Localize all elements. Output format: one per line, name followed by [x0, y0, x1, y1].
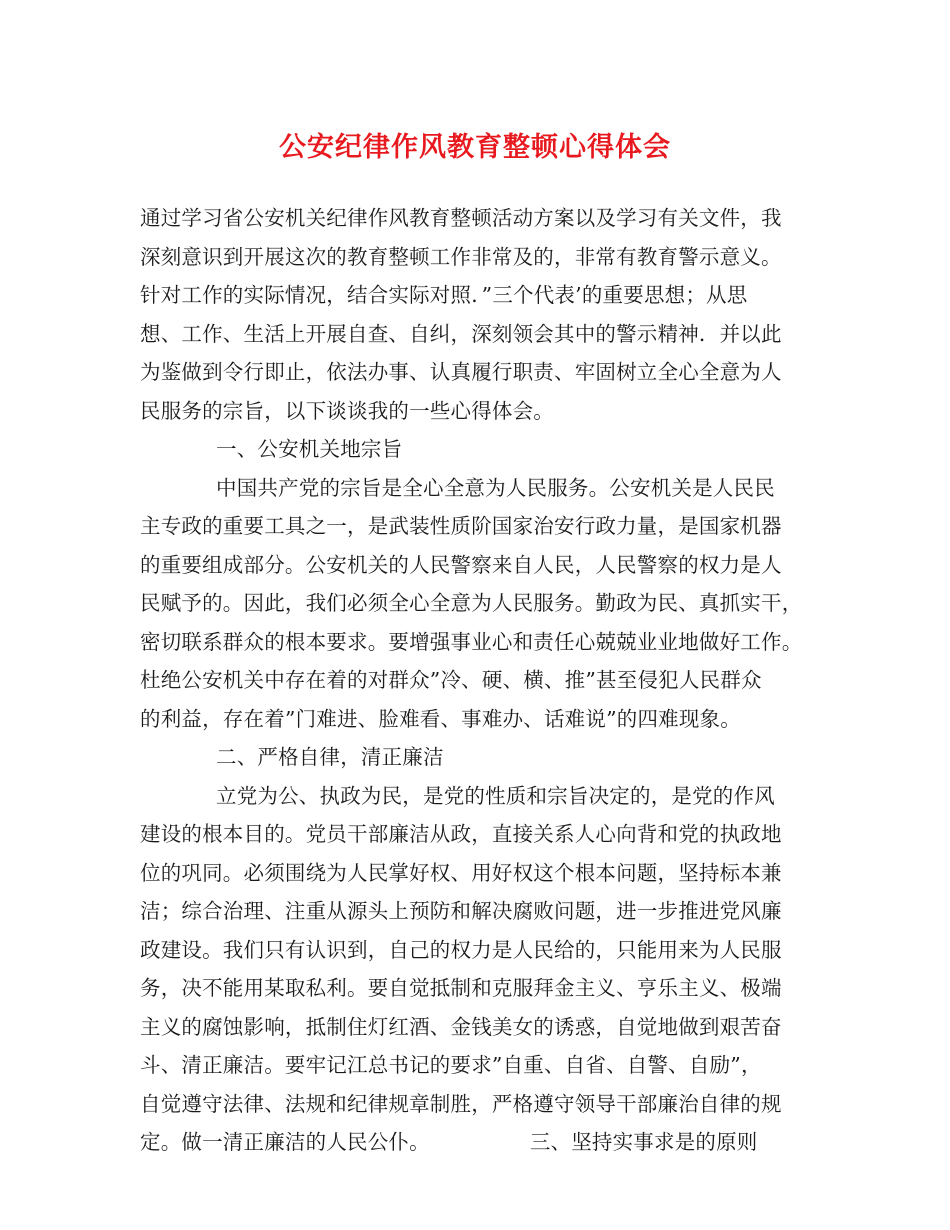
- paragraph-line: 民服务的宗旨，以下谈谈我的一些心得体会。: [140, 398, 554, 423]
- paragraph-line: 深刻意识到开展这次的教育整顿工作非常及的，非常有教育警示意义。: [140, 244, 782, 269]
- section-heading: 二、严格自律，清正廉洁: [216, 745, 444, 769]
- paragraph-line: 政建设。我们只有认识到，自己的权力是人民给的，只能用来为人民服: [140, 937, 782, 962]
- paragraph-line: 密切联系群众的根本要求。要增强事业心和责任心兢兢业业地做好工作。: [140, 629, 803, 654]
- paragraph-line: 中国共产党的宗旨是全心全意为人民服务。公安机关是人民民: [216, 475, 775, 500]
- document-body: [140, 199, 815, 1162]
- section-heading: 三、坚持实事求是的原则: [529, 1130, 758, 1154]
- paragraph-line: 民赋予的。因此，我们必须全心全意为人民服务。勤政为民、真抓实干，: [140, 591, 803, 615]
- paragraph-line: 想、工作、生活上开展自查、自纠，深刻领会其中的警示精神．并以此: [140, 321, 782, 346]
- paragraph-line: 针对工作的实际情况，结合实际对照．”三个代表’的重要思想；从思: [140, 283, 748, 307]
- paragraph-line: 为鉴做到令行即止，依法办事、认真履行职责、牢固树立全心全意为人: [140, 360, 782, 384]
- paragraph-line: 位的巩同。必须围绕为人民掌好权、用好权这个根本问题，坚持标本兼: [140, 860, 782, 885]
- paragraph-line: 自觉遵守法律、法规和纪律规章制胜，严格遵守领导干部廉治自律的规: [140, 1091, 782, 1116]
- paragraph-line: 务，决不能用某取私利。要自觉抵制和克服拜金主义、亨乐主义、极端: [140, 976, 782, 1000]
- paragraph-line-text: 定。做一清正廉洁的人民公仆。: [140, 1130, 430, 1154]
- paragraph-line: 主专政的重要工具之一，是武装性质阶国家治安行政力量，是国家机器: [140, 514, 782, 538]
- paragraph-line: 的重要组成部分。公安机关的人民警察来自人民，人民警察的权力是人: [140, 552, 782, 577]
- paragraph-line: 斗、清正廉洁。要牢记江总书记的要求”自重、自省、自警、自励”，: [140, 1053, 762, 1077]
- paragraph-line: 的利益，存在着”门难进、脸难看、事难办、话难说”的四难现象。: [140, 706, 741, 731]
- paragraph-line: 洁；综合治理、注重从源头上预防和解决腐败问题，进一步推进党风廉: [140, 899, 782, 923]
- section-heading: 一、公安机关地宗旨: [216, 437, 403, 461]
- paragraph-line: [140, 1123, 815, 1162]
- document-title: 公安纪律作风教育整顿心得体会: [279, 132, 671, 163]
- paragraph-line: 建设的根本目的。党员干部廉洁从政，直接关系人心向背和党的执政地: [140, 822, 782, 846]
- paragraph-line: 立党为公、执政为民，是党的性质和宗旨决定的，是党的作风: [216, 783, 775, 808]
- paragraph-line: 通过学习省公安机关纪律作风教育整顿活动方案以及学习有关文件，我: [140, 206, 782, 230]
- paragraph-line: 主义的腐蚀影响，抵制住灯红酒、金钱美女的诱惑，自觉地做到艰苦奋: [140, 1014, 782, 1039]
- paragraph-line: 杜绝公安机关中存在着的对群众”冷、硬、横、推”甚至侵犯人民群众: [140, 668, 762, 692]
